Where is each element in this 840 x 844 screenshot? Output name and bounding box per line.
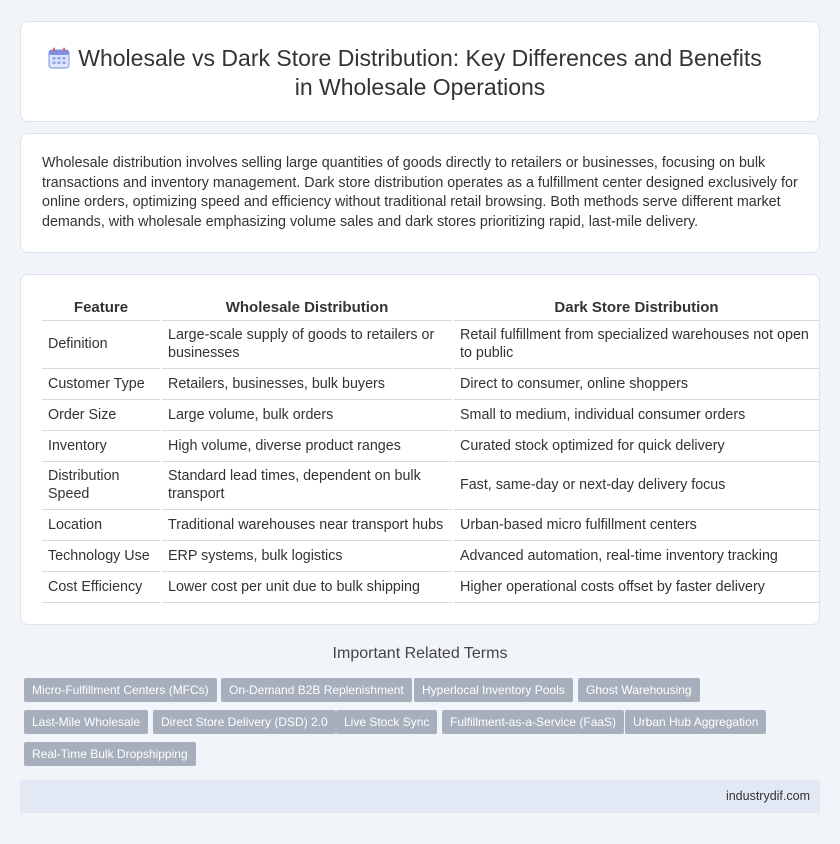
row-dark-store: Curated stock optimized for quick delivery	[453, 430, 819, 461]
comparison-table	[42, 295, 819, 603]
related-tag[interactable]: Hyperlocal Inventory Pools	[414, 678, 573, 702]
header-wholesale: Wholesale Distribution	[161, 295, 453, 320]
row-feature: Cost Efficiency	[42, 571, 161, 602]
row-wholesale: Retailers, businesses, bulk buyers	[161, 368, 453, 399]
row-feature: Distribution Speed	[42, 461, 161, 509]
related-tag[interactable]: On-Demand B2B Replenishment	[221, 678, 412, 702]
row-dark-store: Direct to consumer, online shoppers	[453, 368, 819, 399]
table-row	[42, 509, 819, 540]
row-feature: Technology Use	[42, 540, 161, 571]
row-dark-store: Small to medium, individual consumer orders	[453, 399, 819, 430]
row-wholesale: High volume, diverse product ranges	[161, 430, 453, 461]
header-dark-store: Dark Store Distribution	[453, 295, 819, 320]
table-row	[42, 320, 819, 368]
related-tag[interactable]: Urban Hub Aggregation	[625, 710, 766, 734]
page-title-line1: Wholesale vs Dark Store Distribution: Key Differences and Benefits	[78, 45, 762, 71]
row-dark-store: Fast, same-day or next-day delivery focus	[453, 461, 819, 509]
related-tag[interactable]: Real-Time Bulk Dropshipping	[24, 742, 196, 766]
footer	[20, 780, 820, 813]
page-title	[21, 44, 819, 102]
row-feature: Definition	[42, 320, 161, 368]
table-row	[42, 368, 819, 399]
header-feature: Feature	[42, 295, 161, 320]
table-row	[42, 461, 819, 509]
table-row	[42, 540, 819, 571]
comparison-table-card	[20, 274, 820, 625]
row-wholesale: ERP systems, bulk logistics	[161, 540, 453, 571]
related-tag[interactable]: Live Stock Sync	[336, 710, 437, 734]
row-wholesale: Traditional warehouses near transport hubs	[161, 509, 453, 540]
related-tag[interactable]: Direct Store Delivery (DSD) 2.0	[153, 710, 336, 734]
row-wholesale: Large volume, bulk orders	[161, 399, 453, 430]
table-row	[42, 399, 819, 430]
row-wholesale: Large-scale supply of goods to retailers or businesses	[161, 320, 453, 368]
related-tag[interactable]: Fulfillment-as-a-Service (FaaS)	[442, 710, 624, 734]
table-row	[42, 430, 819, 461]
table-header-row	[42, 295, 819, 320]
footer-site-link[interactable]: industrydif.com	[725, 789, 810, 803]
row-feature: Location	[42, 509, 161, 540]
row-dark-store: Retail fulfillment from specialized warehouses not open to public	[453, 320, 819, 368]
summary-text: Wholesale distribution involves selling large quantities of goods directly to retailers or businesses, focusing on bulk transactions and inventory management. Dark store distribution operates as a fulfillment center designed exclusively for online orders, optimizing speed and efficiency without traditional retail browsing. Both methods serve different market demands, with wholesale emphasizing volume sales and dark stores prioritizing rapid, last-mile delivery.	[42, 155, 798, 230]
table-row	[42, 571, 819, 602]
related-tag[interactable]: Micro-Fulfillment Centers (MFCs)	[24, 678, 217, 702]
row-dark-store: Urban-based micro fulfillment centers	[453, 509, 819, 540]
related-terms-heading: Important Related Terms	[332, 645, 508, 662]
title-card	[20, 21, 820, 122]
row-wholesale: Standard lead times, dependent on bulk transport	[161, 461, 453, 509]
related-tag[interactable]: Ghost Warehousing	[578, 678, 700, 702]
row-dark-store: Higher operational costs offset by faster delivery	[453, 571, 819, 602]
row-dark-store: Advanced automation, real-time inventory tracking	[453, 540, 819, 571]
summary-card	[20, 133, 820, 253]
related-tag[interactable]: Last-Mile Wholesale	[24, 710, 148, 734]
row-feature: Order Size	[42, 399, 161, 430]
row-wholesale: Lower cost per unit due to bulk shipping	[161, 571, 453, 602]
row-feature: Customer Type	[42, 368, 161, 399]
page-title-line2: in Wholesale Operations	[294, 74, 546, 100]
row-feature: Inventory	[42, 430, 161, 461]
